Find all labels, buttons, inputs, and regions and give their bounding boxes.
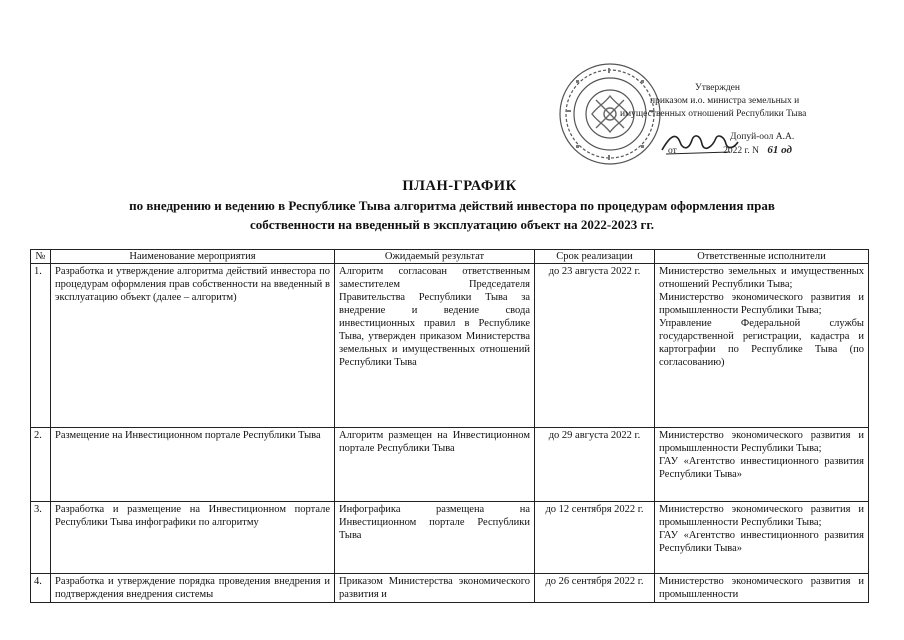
row-expected-result: Алгоритм размещен на Инвестиционном портале Республики Тыва [335, 428, 535, 502]
row-number: 1. [31, 264, 51, 428]
executor-item: ГАУ «Агентство инвестиционного развития Республики Тыва» [659, 456, 864, 480]
row-deadline: до 23 августа 2022 г. [535, 264, 655, 428]
approval-block [620, 82, 870, 158]
row-deadline: до 12 сентября 2022 г. [535, 502, 655, 574]
table-row [31, 574, 869, 603]
row-activity-name: Размещение на Инвестиционном портале Республики Тыва [51, 428, 335, 502]
approval-line-order: приказом и.о. министра земельных и [650, 96, 800, 106]
document-title-block [0, 178, 904, 233]
column-header-number: № [31, 250, 51, 264]
row-number: 3. [31, 502, 51, 574]
approval-date-text: 2022 г. N [723, 146, 759, 156]
plan-schedule-table [30, 249, 869, 603]
column-header-executors: Ответственные исполнители [655, 250, 869, 264]
row-expected-result: Алгоритм согласован ответственным заместителем Председателя Правительства Республики Тыва за внедрение и ведение свода инвестиционных правил в Республике Тыва, утвержден приказом Министерства земельных и имущественных отношений Республики Тыва [335, 264, 535, 428]
approval-line-approved: Утвержден [695, 83, 740, 93]
executor-item: Министерство экономического развития и промышленности [659, 576, 864, 600]
executor-item: Министерство экономического развития и промышленности Республики Тыва; [659, 430, 864, 454]
row-executors [655, 264, 869, 428]
row-activity-name: Разработка и размещение на Инвестиционном портале Республики Тыва инфографики по алгоритму [51, 502, 335, 574]
table-row [31, 502, 869, 574]
document-title: ПЛАН-ГРАФИК [402, 178, 517, 194]
row-deadline: до 26 сентября 2022 г. [535, 574, 655, 603]
table-row [31, 264, 869, 428]
table-header-row [31, 250, 869, 264]
row-executors [655, 428, 869, 502]
row-activity-name: Разработка и утверждение порядка проведения внедрения и подтверждения внедрения системы [51, 574, 335, 603]
document-subtitle-line-2: собственности на введенный в эксплуатацию объект на 2022-2023 гг. [249, 217, 655, 232]
row-deadline: до 29 августа 2022 г. [535, 428, 655, 502]
row-number: 4. [31, 574, 51, 603]
row-executors [655, 574, 869, 603]
executor-item: Министерство экономического развития и промышленности Республики Тыва; [659, 504, 864, 528]
column-header-name: Наименование мероприятия [51, 250, 335, 264]
document-subtitle-line-1: по внедрению и ведению в Республике Тыва алгоритма действий инвестора по процедурам оформления прав [129, 198, 775, 213]
executor-item: Министерство земельных и имущественных отношений Республики Тыва; [659, 266, 864, 290]
executor-item: ГАУ «Агентство инвестиционного развития Республики Тыва» [659, 530, 864, 554]
row-expected-result: Приказом Министерства экономического развития и [335, 574, 535, 603]
row-expected-result: Инфографика размещена на Инвестиционном портале Республики Тыва [335, 502, 535, 574]
approval-line-date [620, 144, 870, 158]
approval-line-ministry: имущественных отношений Республики Тыва [620, 109, 807, 119]
table-row [31, 428, 869, 502]
approval-date-prefix: от [668, 146, 677, 156]
column-header-deadline: Срок реализации [535, 250, 655, 264]
row-number: 2. [31, 428, 51, 502]
row-executors [655, 502, 869, 574]
approval-order-number: 61 од [767, 144, 792, 156]
approval-line-signer: Допуй-оол А.А. [730, 132, 795, 142]
executor-item: Управление Федеральной службы государственной регистрации, кадастра и картографии по Республике Тыва (по согласованию) [659, 318, 864, 368]
column-header-result: Ожидаемый результат [335, 250, 535, 264]
executor-item: Министерство экономического развития и промышленности Республики Тыва; [659, 292, 864, 316]
row-activity-name: Разработка и утверждение алгоритма действий инвестора по процедурам оформления прав собственности на введенный в эксплуатацию объект (далее – алгоритм) [51, 264, 335, 428]
